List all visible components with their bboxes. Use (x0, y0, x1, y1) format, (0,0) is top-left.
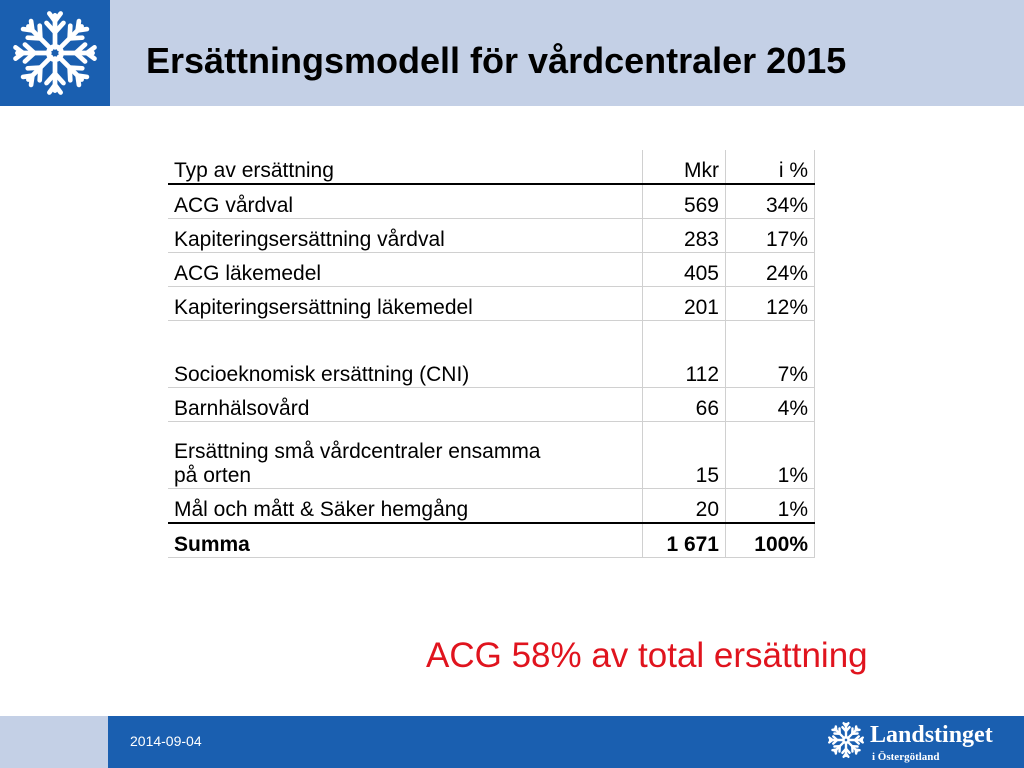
row-pct: 7% (726, 321, 815, 388)
total-pct: 100% (726, 523, 815, 558)
footer-left-block (0, 716, 108, 768)
row-name: Kapiteringsersättning läkemedel (168, 287, 643, 321)
row-mkr: 15 (643, 422, 726, 489)
row-name: ACG vårdval (168, 184, 643, 219)
total-mkr: 1 671 (643, 523, 726, 558)
row-pct: 1% (726, 422, 815, 489)
column-header-type: Typ av ersättning (168, 150, 643, 184)
column-header-mkr: Mkr (643, 150, 726, 184)
table-row (168, 422, 815, 489)
table-row (168, 219, 815, 253)
header-logo-box (0, 0, 110, 106)
row-mkr: 283 (643, 219, 726, 253)
page-title: Ersättningsmodell för vårdcentraler 2015 (146, 40, 847, 81)
row-name-line-1: Ersättning små vårdcentraler ensamma (174, 440, 541, 463)
row-mkr: 201 (643, 287, 726, 321)
row-mkr: 405 (643, 253, 726, 287)
footer-date: 2014-09-04 (130, 733, 202, 749)
row-pct: 17% (726, 219, 815, 253)
column-header-pct: i % (726, 150, 815, 184)
row-mkr: 112 (643, 321, 726, 388)
snowflake-flower-logo-icon (826, 720, 866, 760)
row-name: ACG läkemedel (168, 253, 643, 287)
table-header-row (168, 150, 815, 184)
table-row (168, 287, 815, 321)
brand-subtitle: i Östergötland (872, 751, 940, 763)
row-pct: 1% (726, 489, 815, 524)
table-row (168, 184, 815, 219)
table-row (168, 321, 815, 388)
row-name-line-2: på orten (174, 464, 252, 487)
table-row (168, 388, 815, 422)
row-pct: 4% (726, 388, 815, 422)
row-mkr: 569 (643, 184, 726, 219)
table-row (168, 489, 815, 524)
row-name: Kapiteringsersättning vårdval (168, 219, 643, 253)
total-name: Summa (168, 523, 643, 558)
row-name: Socioeknomisk ersättning (CNI) (168, 321, 643, 388)
row-name: Barnhälsovård (168, 388, 643, 422)
row-name (168, 422, 643, 489)
row-mkr: 66 (643, 388, 726, 422)
row-pct: 12% (726, 287, 815, 321)
table-row (168, 253, 815, 287)
row-mkr: 20 (643, 489, 726, 524)
compensation-table (168, 150, 815, 558)
table-total-row (168, 523, 815, 558)
snowflake-flower-logo-icon (8, 6, 102, 100)
row-pct: 24% (726, 253, 815, 287)
row-name: Mål och mått & Säker hemgång (168, 489, 643, 524)
row-pct: 34% (726, 184, 815, 219)
acg-note: ACG 58% av total ersättning (426, 636, 868, 675)
brand-name: Landstinget (870, 722, 993, 748)
